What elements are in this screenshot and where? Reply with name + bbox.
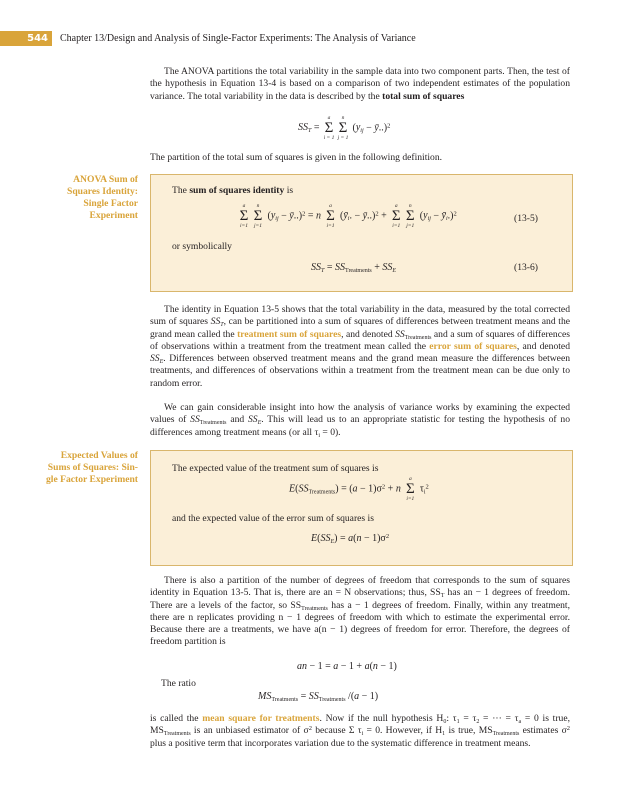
term-treatment-sum-of-squares: treatment sum of squares (237, 328, 342, 340)
ratio-label: The ratio (161, 678, 196, 689)
paragraph-expected-values-intro: We can gain considerable insight into how the analysis of variance works by examining the expected values of $SS_{Treatments}$ and $SS_E$. This will lead us to an appropriate statistic for testing the hypothesis of no differences among treatment means (or all $\tau_i = 0$). (150, 402, 570, 439)
equation-number-13-5: (13-5) (514, 213, 538, 224)
chapter-title: Chapter 13/Design and Analysis of Single-Factor Experiments: The Analysis of Variance (60, 33, 416, 44)
box1-lead: The sum of squares identity is (172, 185, 294, 196)
paragraph-identity-explanation: The identity in Equation 13-5 shows that the total variability in the data, measured by the total corrected sum of squares $SS_T$, can be partitioned into a sum of squares of differences between treatment means and the grand mean called the treatment sum of squares, and denoted $SS_{Treatments}$ and a sum of squares of differences of observations within a treatment from the treatment mean called the error sum of squares, and denoted $SS_E$. Differences between observed treatment means and the grand mean measure the differences between treatments, and differences of observations within a treatment from the treatment mean can be due only to random error. (150, 304, 570, 389)
box2-line1: The expected value of the treatment sum of squares is (172, 463, 379, 474)
equation-expected-sse: $E(SS_E) = a(n - 1)\sigma^2$ (311, 533, 390, 545)
box1-symbolically: or symbolically (172, 241, 232, 252)
intro-paragraph: The ANOVA partitions the total variability in the sample data into two component parts. Then, the test of the hypothesis in Equation 13-4 is based on a comparison of two independent estimates of the population variance. The total variability in the data is described by the total sum of squares (150, 66, 570, 102)
term-mean-square-for-treatments: mean square for treatments (202, 713, 320, 724)
equation-number-13-6: (13-6) (514, 262, 538, 273)
equation-expected-sstreat: $E(SS_{Treatments}) = (a - 1)\sigma^2 + n$ a Σ i=1 $\tau_i^2$ (289, 476, 429, 502)
term-error-sum-of-squares: error sum of squares (429, 340, 517, 352)
paragraph-degrees-of-freedom: There is also a partition of the number of degrees of freedom that corresponds to the sum of squares identity in Equation 13-5. That is, there are an = N observations; thus, $SS_T$ has an − 1 degrees of freedom. There are a levels of the factor, so $SS_{Treatments}$ has a − 1 degrees of freedom. Finally, within any treatment, there are n replicates providing n − 1 degrees of freedom with which to estimate the experimental error. Because there are a treatments, we have a(n − 1) degrees of freedom for error. Therefore, the degrees of freedom partition is (150, 575, 570, 648)
equation-sst: $SS_T$ = a Σ i = 1 n Σ j = 1 ($y_{ij}$ − ȳ..)$^2$ (298, 115, 391, 141)
box2-line2: and the expected value of the error sum of squares is (172, 513, 374, 524)
definition-box-identity (150, 174, 573, 292)
equation-ms-treatments: $MS_{Treatments} = SS_{Treatments}$ /(a − 1) (258, 691, 379, 703)
margin-note-expected-values: Expected Values of Sums of Squares: Sin- gle Factor Experiment (45, 450, 138, 485)
equation-13-5: a Σ i=1 n Σ j=1 ($y_{ij}$ − ȳ..)$^2$ = n a Σ i=1 ($ȳ_i$. − ȳ..)$^2$ + a Σ i=1 n Σ j=1 ($y_{ij}$ − $ȳ_i.)^2$ (239, 203, 457, 229)
definition-box-expected-values (150, 450, 573, 566)
equation-df-partition: an − 1 = a − 1 + a(n − 1) (297, 661, 397, 672)
margin-note-anova: ANOVA Sum of Squares Identity: Single Factor Experiment (67, 174, 138, 221)
page-header (0, 31, 639, 47)
page-number: 544 (0, 31, 52, 46)
partition-text: The partition of the total sum of squares is given in the following definition. (150, 152, 443, 163)
paragraph-mean-square: is called the mean square for treatments. Now if the null hypothesis $H_0$: $\tau_1 = \tau_2$ = ··· = $\tau_a = 0$ is true, $MS_{Treatments}$ is an unbiased estimator of $\sigma^2$ because Σ $\tau_i = 0$. However, if $H_1$ is true, $MS_{Treatments}$ estimates $\sigma^2$ plus a positive term that incorporates variation due to the systematic difference in treatment means. (150, 713, 571, 749)
equation-13-6: $SS_T = SS_{Treatments} + SS_E$ (311, 262, 397, 274)
